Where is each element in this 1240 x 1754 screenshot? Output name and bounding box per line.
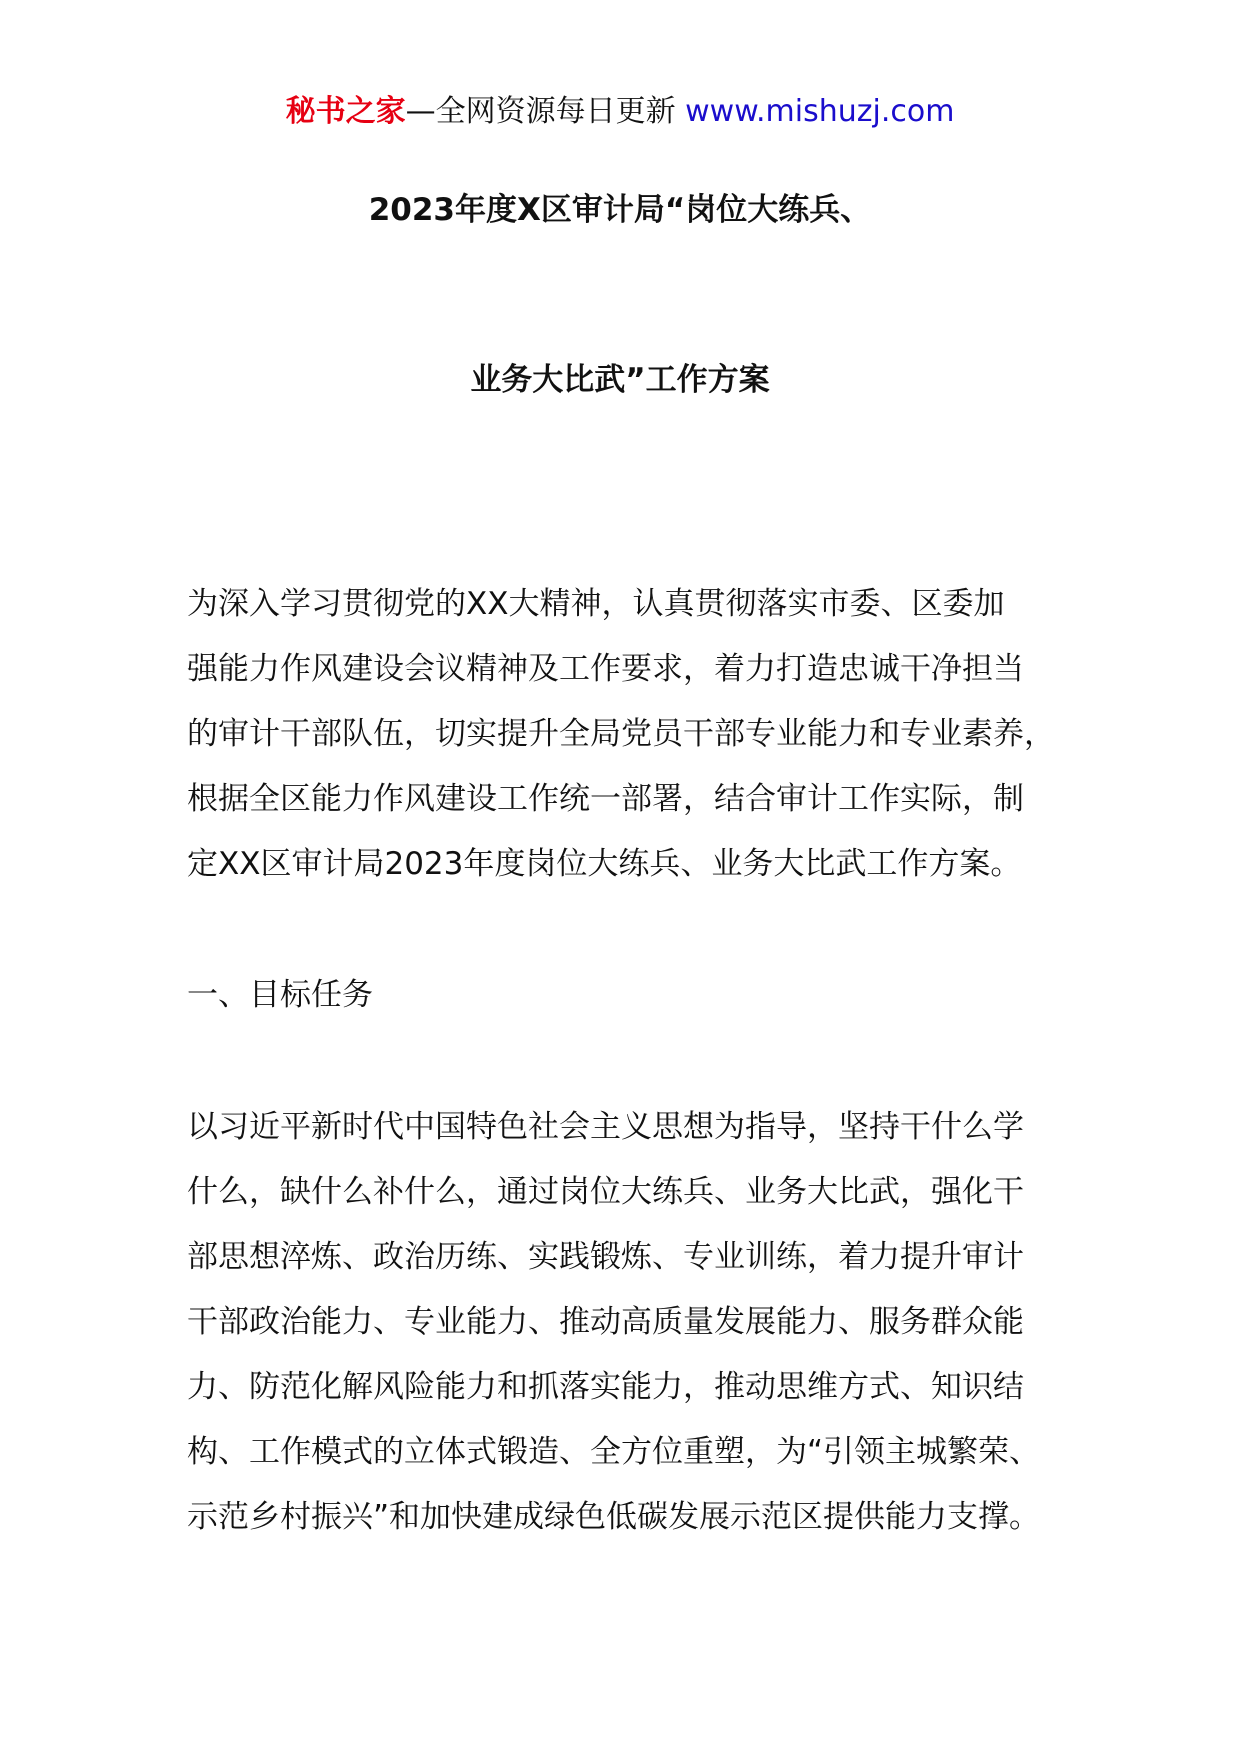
- paragraph-line: 的审计干部队伍，切实提升全局党员干部专业能力和专业素养，: [187, 716, 1055, 752]
- paragraph-line: 强能力作风建设会议精神及工作要求，着力打造忠诚干净担当: [187, 651, 1024, 687]
- site-header: [0, 92, 1240, 132]
- paragraph-line: 构、工作模式的立体式锻造、全方位重塑，为“引领主城繁荣、: [187, 1434, 1041, 1470]
- document-title-line-1: 2023年度X区审计局“岗位大练兵、: [368, 192, 872, 228]
- paragraph-line: 以习近平新时代中国特色社会主义思想为指导，坚持干什么学: [187, 1109, 1024, 1145]
- section-heading: 一、目标任务: [187, 977, 373, 1013]
- document-title-line-2: 业务大比武”工作方案: [470, 362, 770, 398]
- paragraph-line: 干部政治能力、专业能力、推动高质量发展能力、服务群众能: [187, 1304, 1024, 1340]
- paragraph-line: 部思想淬炼、政治历练、实践锻炼、专业训练，着力提升审计: [187, 1239, 1024, 1275]
- section-paragraph: [187, 1095, 1087, 1550]
- paragraph-line: 什么，缺什么补什么，通过岗位大练兵、业务大比武，强化干: [187, 1174, 1024, 1210]
- site-url-link[interactable]: www.mishuzj.com: [685, 94, 955, 129]
- site-tagline: —全网资源每日更新: [405, 94, 676, 129]
- paragraph-line: 为深入学习贯彻党的XX大精神，认真贯彻落实市委、区委加: [187, 586, 1005, 622]
- paragraph-line: 定XX区审计局2023年度岗位大练兵、业务大比武工作方案。: [187, 846, 1022, 882]
- paragraph-line: 示范乡村振兴”和加快建成绿色低碳发展示范区提供能力支撑。: [187, 1499, 1041, 1535]
- paragraph-line: 根据全区能力作风建设工作统一部署，结合审计工作实际，制: [187, 781, 1024, 817]
- intro-paragraph: [187, 572, 1087, 897]
- paragraph-line: 力、防范化解风险能力和抓落实能力，推动思维方式、知识结: [187, 1369, 1024, 1405]
- site-brand: 秘书之家: [285, 94, 406, 129]
